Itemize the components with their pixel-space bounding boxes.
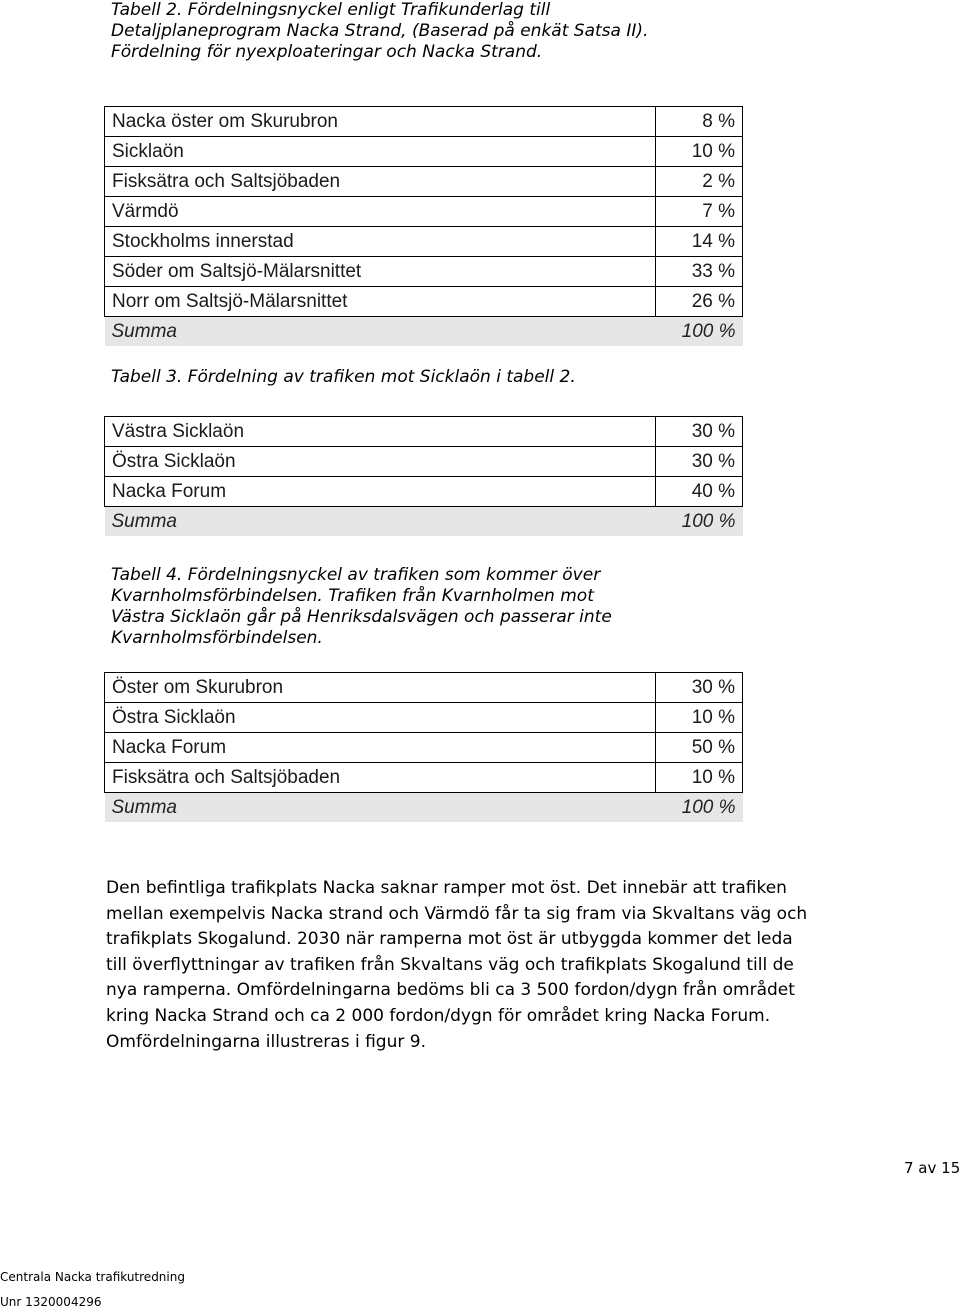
sum-label: Summa [105,507,656,537]
caption-line: Tabell 4. Fördelningsnyckel av trafiken som kommer över [111,565,601,585]
row-label: Sicklaön [105,137,656,167]
table3-caption [111,367,576,388]
caption-line: Kvarnholmsförbindelsen. Trafiken från Kvarnholmen mot [111,586,594,606]
row-value: 26 % [656,287,743,317]
row-label: Värmdö [105,197,656,227]
row-value: 50 % [656,733,743,763]
row-value: 10 % [656,763,743,793]
row-label: Stockholms innerstad [105,227,656,257]
table-row [105,733,743,763]
table-row [105,137,743,167]
table-row [105,477,743,507]
caption-line: Detaljplaneprogram Nacka Strand, (Baserad på enkät Satsa II). [111,21,649,41]
row-label: Norr om Saltsjö-Mälarsnittet [105,287,656,317]
paragraph-line: trafikplats Skogalund. 2030 när ramperna mot öst är utbyggda kommer det leda [106,929,793,950]
footer-document-number: Unr 1320004296 [0,1295,102,1309]
row-label: Västra Sicklaön [105,417,656,447]
table-row [105,763,743,793]
paragraph-line: till överflyttningar av trafiken från Skvaltans väg och trafikplats Skogalund till de [106,954,794,975]
row-label: Fisksätra och Saltsjöbaden [105,167,656,197]
row-label: Öster om Skurubron [105,673,656,703]
row-value: 10 % [656,703,743,733]
caption-line: Västra Sicklaön går på Henriksdalsvägen och passerar inte [111,607,612,627]
sum-label: Summa [105,793,656,823]
row-label: Fisksätra och Saltsjöbaden [105,763,656,793]
sum-value: 100 % [656,317,743,347]
table-row [105,673,743,703]
sum-row [105,507,743,537]
row-value: 40 % [656,477,743,507]
table-row [105,703,743,733]
sum-row [105,317,743,347]
table-row [105,417,743,447]
table2 [104,106,743,346]
body-paragraph [106,876,866,1055]
row-value: 30 % [656,673,743,703]
paragraph-line: kring Nacka Strand och ca 2 000 fordon/dygn för området kring Nacka Forum. [106,1005,771,1026]
table-row [105,227,743,257]
table-row [105,257,743,287]
row-value: 2 % [656,167,743,197]
row-label: Östra Sicklaön [105,447,656,477]
table-row [105,107,743,137]
row-value: 30 % [656,417,743,447]
sum-value: 100 % [656,507,743,537]
caption-line: Tabell 2. Fördelningsnyckel enligt Trafikunderlag till [111,0,551,20]
sum-row [105,793,743,823]
sum-label: Summa [105,317,656,347]
caption-line: Kvarnholmsförbindelsen. [111,628,323,648]
caption-line: Tabell 3. Fördelning av trafiken mot Sicklaön i tabell 2. [111,367,576,387]
table-row [105,287,743,317]
row-value: 30 % [656,447,743,477]
row-value: 8 % [656,107,743,137]
row-value: 14 % [656,227,743,257]
paragraph-line: Den befintliga trafikplats Nacka saknar ramper mot öst. Det innebär att trafiken [106,878,787,898]
page-number: 7 av 15 [904,1159,960,1177]
table2-caption [111,0,648,63]
table3 [104,416,743,536]
row-label: Nacka Forum [105,477,656,507]
row-value: 10 % [656,137,743,167]
row-value: 33 % [656,257,743,287]
table-row [105,447,743,477]
sum-value: 100 % [656,793,743,823]
table-row [105,167,743,197]
paragraph-line: Omfördelningarna illustreras i figur 9. [106,1031,426,1052]
table4-caption [111,565,612,649]
table4 [104,672,743,822]
row-label: Nacka Forum [105,733,656,763]
paragraph-line: nya ramperna. Omfördelningarna bedöms bli ca 3 500 fordon/dygn från området [106,980,795,1001]
footer-organization: Centrala Nacka trafikutredning [0,1270,185,1284]
row-label: Östra Sicklaön [105,703,656,733]
row-value: 7 % [656,197,743,227]
caption-line: Fördelning för nyexploateringar och Nacka Strand. [111,42,543,62]
row-label: Söder om Saltsjö-Mälarsnittet [105,257,656,287]
paragraph-line: mellan exempelvis Nacka strand och Värmdö får ta sig fram via Skvaltans väg och [106,903,808,924]
row-label: Nacka öster om Skurubron [105,107,656,137]
table-row [105,197,743,227]
